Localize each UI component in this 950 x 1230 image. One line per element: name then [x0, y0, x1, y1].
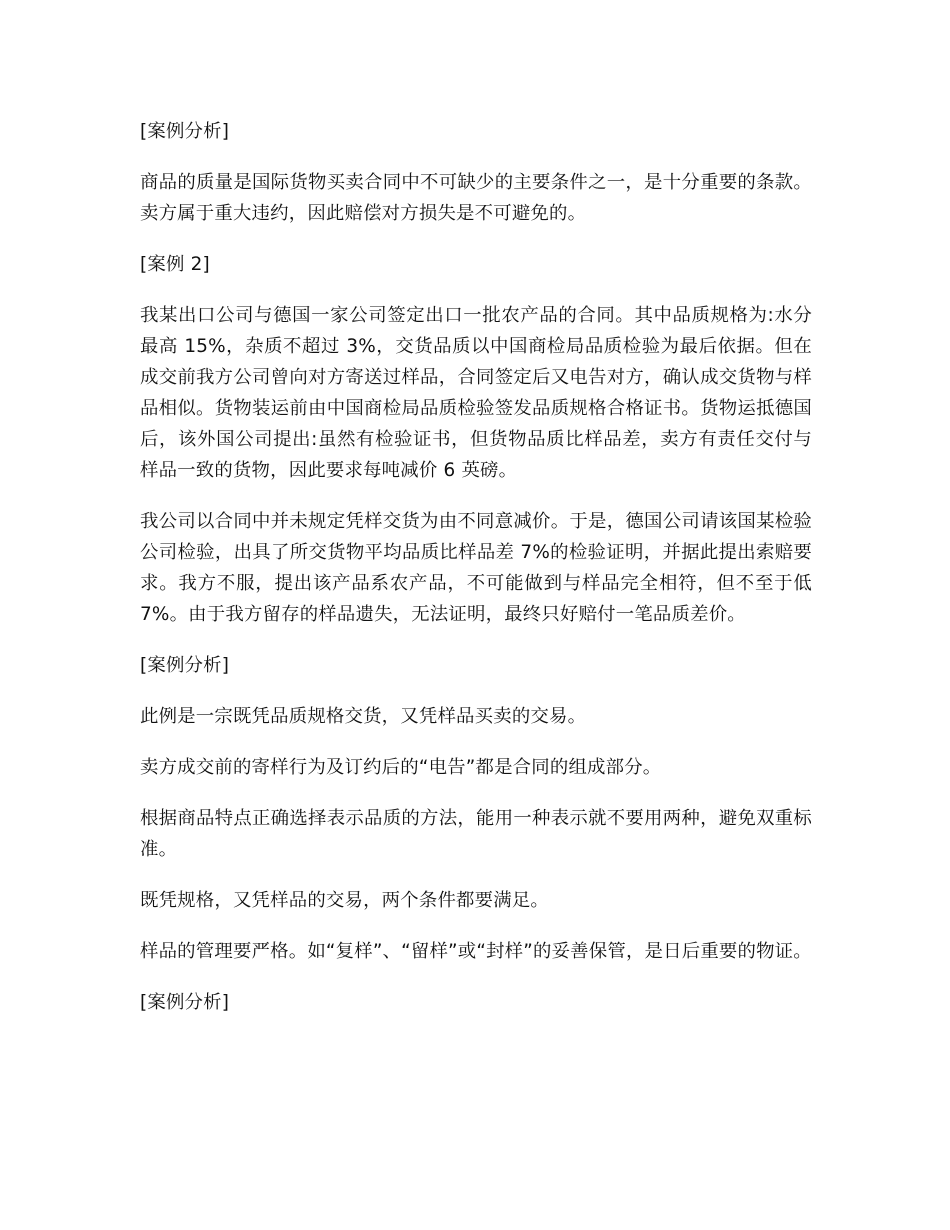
paragraph-analysis-point-1: 此例是一宗既凭品质规格交货，又凭样品买卖的交易。: [140, 706, 587, 727]
paragraph-analysis-point-3: 根据商品特点正确选择表示品质的方法，能用一种表示就不要用两种，避免双重标准。: [140, 808, 812, 860]
paragraph-quality-importance: 商品的质量是国际货物买卖合同中不可缺少的主要条件之一，是十分重要的条款。卖方属于重大违约，因此赔偿对方损失是不可避免的。: [140, 172, 812, 224]
paragraph-analysis-point-4: 既凭规格，又凭样品的交易，两个条件都要满足。: [140, 890, 549, 911]
section-heading-case-2: [案例 2]: [140, 254, 210, 275]
section-heading-case-analysis-2: [案例分析]: [140, 655, 230, 676]
paragraph-analysis-point-2: 卖方成交前的寄样行为及订约后的“电告”都是合同的组成部分。: [140, 757, 662, 778]
paragraph-case-2-outcome: 我公司以合同中并未规定凭样交货为由不同意减价。于是，德国公司请该国某检验公司检验，出具了所交货物平均品质比样品差 7%的检验证明，并据此提出索赔要求。我方不服，提出该产品系农产品，不可能做到与样品完全相符，但不至于低 7%。由于我方留存的样品遗失，无法证明，最终只好赔付一笔品质差价。: [140, 511, 812, 625]
paragraph-analysis-point-5: 样品的管理要严格。如“复样”、“留样”或“封样”的妥善保管，是日后重要的物证。: [140, 941, 812, 962]
paragraph-case-2-description: 我某出口公司与德国一家公司签定出口一批农产品的合同。其中品质规格为:水分最高 15%，杂质不超过 3%，交货品质以中国商检局品质检验为最后依据。但在成交前我方公司曾向对方寄送过样品，合同签定后又电告对方，确认成交货物与样品相似。货物装运前由中国商检局品质检验签发品质规格合格证书。货物运抵德国后，该外国公司提出:虽然有检验证书，但货物品质比样品差，卖方有责任交付与样品一致的货物，因此要求每吨减价 6 英磅。: [140, 305, 812, 481]
document-body: [140, 116, 812, 1038]
section-heading-case-analysis-3: [案例分析]: [140, 992, 230, 1013]
section-heading-case-analysis-1: [案例分析]: [140, 121, 230, 142]
